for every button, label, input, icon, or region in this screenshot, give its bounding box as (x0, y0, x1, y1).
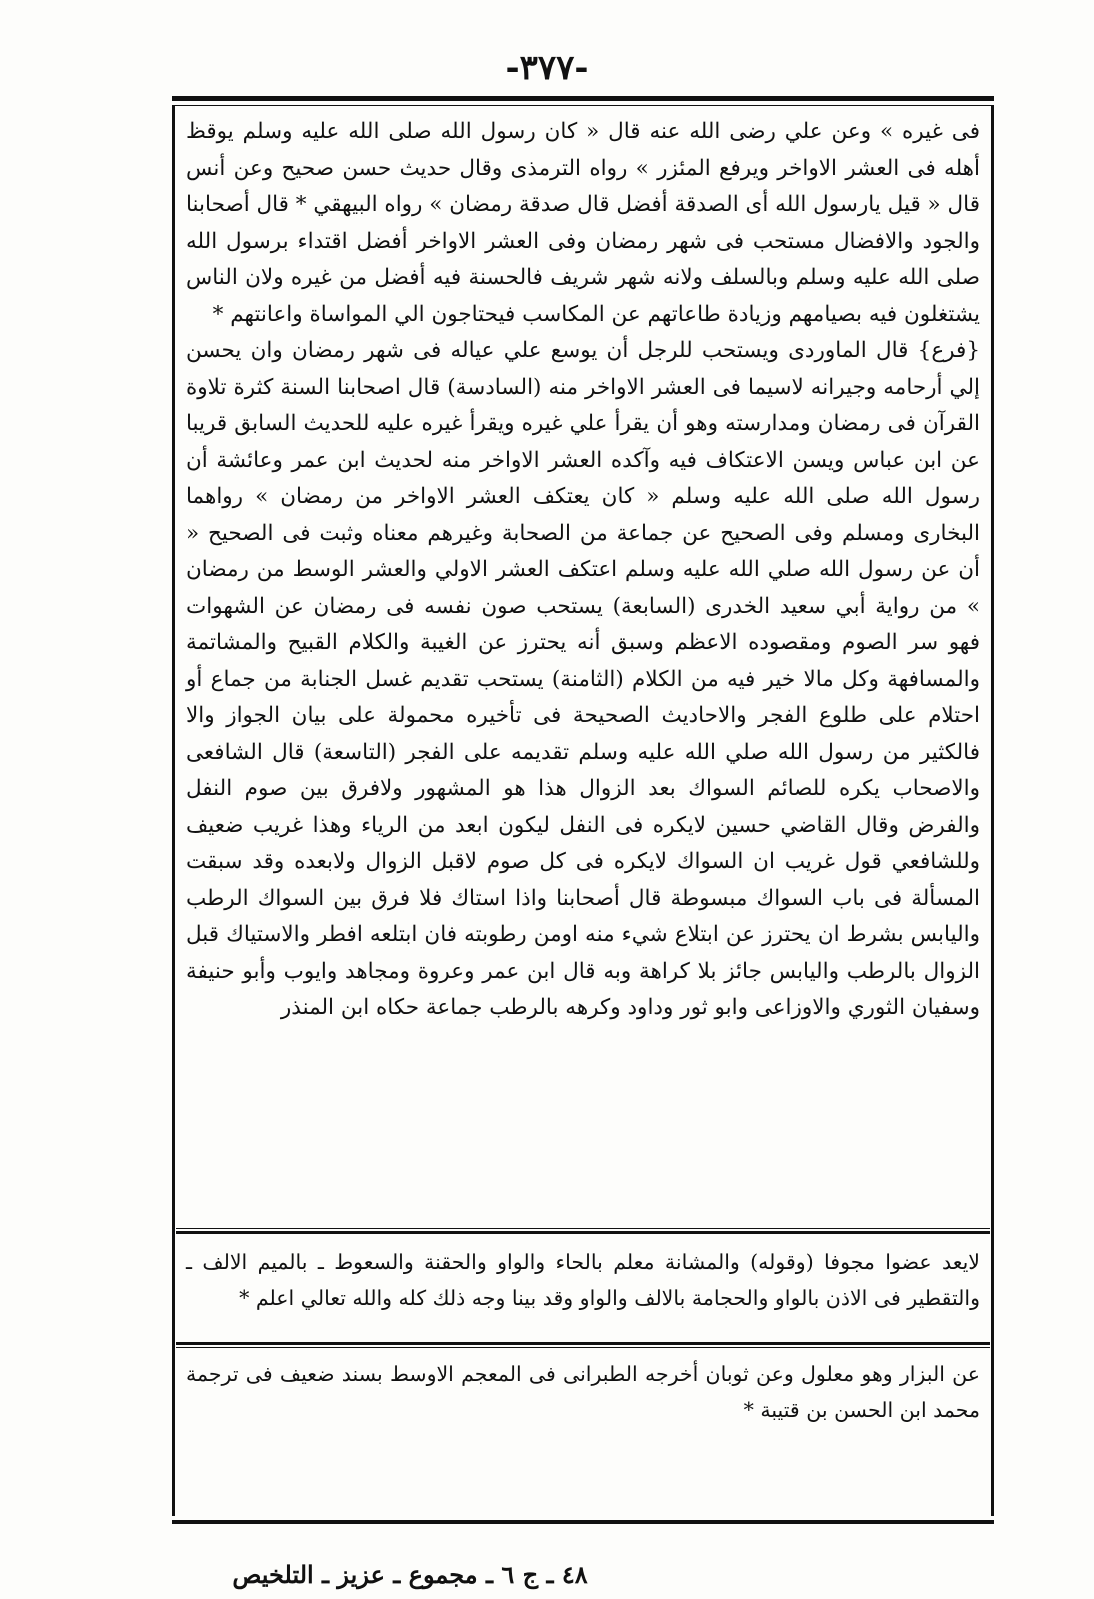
bottom-rule (172, 1520, 994, 1524)
left-border (172, 106, 175, 1516)
footnote-block (186, 1244, 980, 1334)
footnote-block (186, 1356, 980, 1436)
right-border (991, 106, 994, 1516)
footnote-separator (176, 1342, 990, 1348)
footnote-text: عن البزار وهو معلول وعن ثوبان أخرجه الطبرانى فى المعجم الاوسط بسند ضعيف فى ترجمة محمد ابن الحسن بن قتيبة * (186, 1362, 980, 1422)
text-frame (172, 96, 994, 1524)
footnote-separator (176, 1228, 990, 1234)
footnote-text: لايعد عضوا مجوفا (وقوله) والمشانة معلم بالحاء والواو والحقنة والسعوط ـ بالميم الالف ـ والتقطير فى الاذن بالواو والحجامة بالالف والواو وقد بينا وجه ذلك كله والله تعالي اعلم * (186, 1250, 980, 1310)
paragraph: فى غيره » وعن علي رضى الله عنه قال « كان رسول الله صلى الله عليه وسلم يوقظ أهله فى العشر الاواخر ويرفع المئزر » رواه الترمذى وقال حديث حسن صحيح وعن أنس قال « قيل يارسول الله أى الصدقة أفضل قال صدقة رمضان » رواه البيهقي * قال أصحابنا والجود والافضال مستحب فى شهر رمضان وفى العشر الاواخر أفضل اقتداء برسول الله صلى الله عليه وسلم وبالسلف ولانه شهر شريف فالحسنة فيه أفضل من غيره ولان الناس يشتغلون فيه بصيامهم وزيادة طاعاتهم عن المكاسب فيحتاجون الي المواساة واعانتهم * (186, 119, 980, 327)
paragraph: {فرع} قال الماوردى ويستحب للرجل أن يوسع علي عياله فى شهر رمضان وان يحسن إلي أرحامه وجيرانه لاسيما فى العشر الاواخر منه (السادسة) قال اصحابنا السنة كثرة تلاوة القرآن فى رمضان ومدارسته وهو أن يقرأ علي غيره ويقرأ غيره عليه للحديث السابق قريبا عن ابن عباس ويسن الاعتكاف فيه وآكده العشر الاواخر منه لحديث ابن عمر وعائشة أن رسول الله صلى الله عليه وسلم « كان يعتكف العشر الاواخر من رمضان » رواهما البخارى ومسلم وفى الصحيح عن جماعة من الصحابة وغيرهم معناه وثبت فى الصحيح « أن عن رسول الله صلي الله عليه وسلم اعتكف العشر الاولي والعشر الوسط من رمضان » من رواية أبي سعيد الخدرى (السابعة) يستحب صون نفسه فى رمضان عن الشهوات فهو سر الصوم ومقصوده الاعظم وسبق أنه يحترز عن الغيبة والكلام القبيح والمشاتمة والمسافهة وكل مالا خير فيه من الكلام (الثامنة) يستحب تقديم غسل الجنابة من جماع أو احتلام على طلوع الفجر والاحاديث الصحيحة فى تأخيره محمولة على بيان الجواز والا فالكثير من رسول الله صلي الله عليه وسلم تقديمه على الفجر (التاسعة) قال الشافعى والاصحاب يكره للصائم السواك بعد الزوال هذا هو المشهور ولافرق بين صوم النفل والفرض وقال القاضي حسين لايكره فى النفل ليكون ابعد من الرياء وهذا غريب ضعيف وللشافعي قول غريب ان السواك لايكره فى كل صوم لاقبل الزوال ولابعده وقد سبقت المسألة فى باب السواك مبسوطة قال أصحابنا واذا استاك فلا فرق بين السواك الرطب واليابس بشرط ان يحترز عن ابتلاع شيء منه اومن رطوبته فان ابتلعه افطر والاستياك قبل الزوال بالرطب واليابس جائز بلا كراهة وبه قال ابن عمر وعروة ومجاهد وايوب وأبو حنيفة وسفيان الثوري والاوزاعى وابو ثور وداود وكرهه بالرطب جماعة حكاه ابن المنذر (186, 338, 980, 1020)
top-rule (172, 96, 994, 106)
main-text (186, 114, 980, 1224)
page-footer: ٤٨ ـ ج ٦ ـ مجموع ـ عزيز ـ التلخيص (232, 1560, 588, 1589)
page-number: -٣٧٧- (505, 48, 589, 88)
